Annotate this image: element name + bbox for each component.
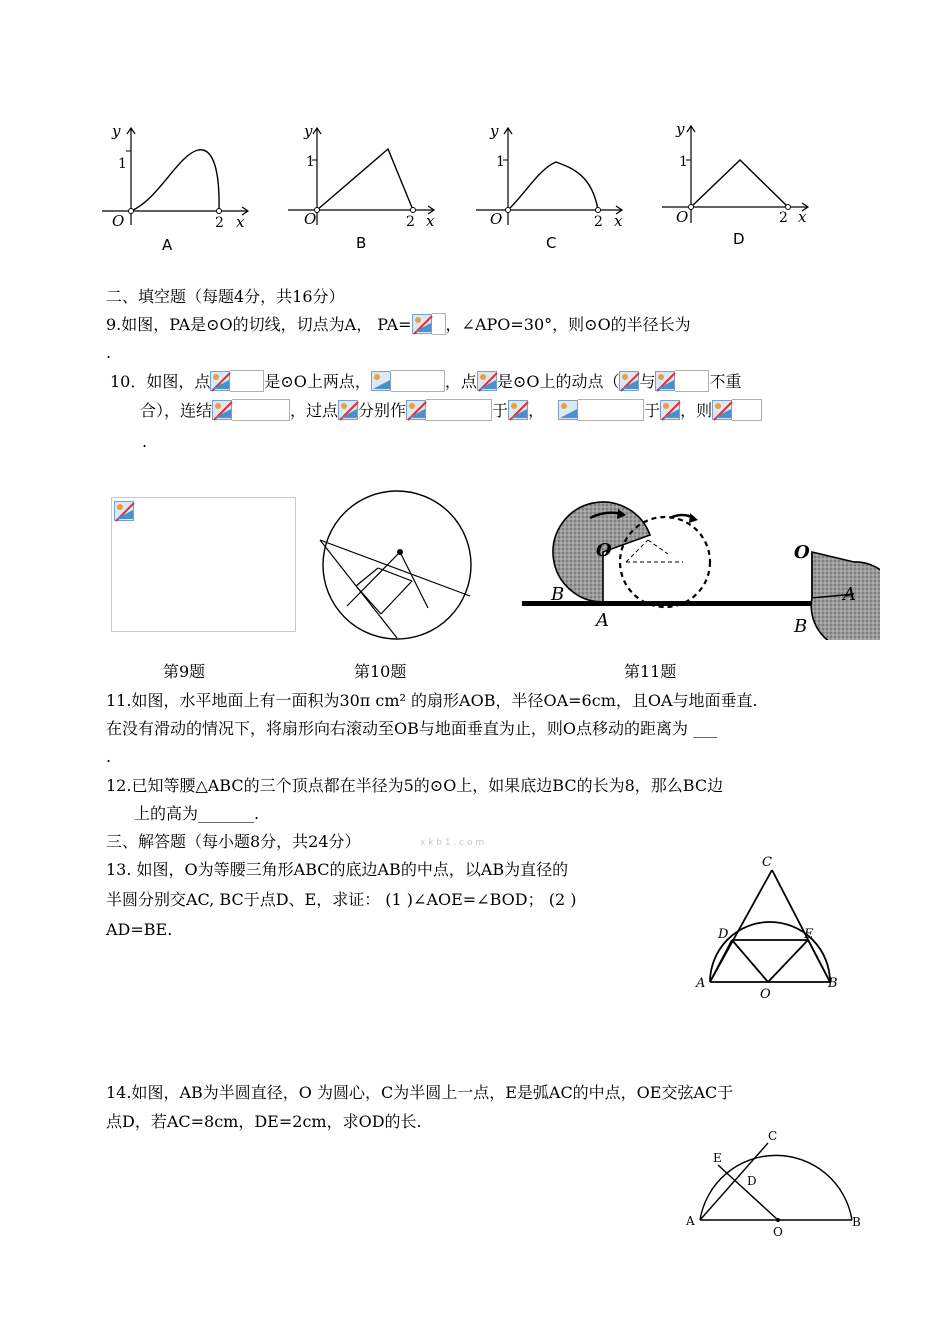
section-3-heading: 三、解答题（每小题8分，共24分） xyxy=(106,832,361,851)
graph-d-x-label: x xyxy=(798,208,807,226)
broken-image-icon xyxy=(210,371,230,391)
q10-text: 分别作 xyxy=(358,401,407,420)
q9-text-b: ，∠APO=30°，则⊙O的半径长为 xyxy=(445,315,691,334)
question-9 xyxy=(106,313,691,337)
q10-text: 10．如图，点 xyxy=(110,372,211,391)
graph-b-origin: O xyxy=(304,210,317,228)
fig13-label-e: E xyxy=(804,927,814,942)
broken-image-icon xyxy=(412,314,432,334)
graph-c xyxy=(472,120,632,230)
figure-10 xyxy=(312,486,482,644)
q10-text: ，则 xyxy=(680,401,713,420)
graph-a-tick-y: 1 xyxy=(118,156,127,172)
image-placeholder xyxy=(391,370,445,392)
broken-image-icon xyxy=(212,400,232,420)
graph-c-x-label: x xyxy=(614,212,623,230)
graph-d-origin: O xyxy=(676,208,689,226)
fig14-label-a: A xyxy=(686,1214,695,1228)
image-placeholder xyxy=(232,399,290,421)
q9-text-c: . xyxy=(106,343,112,362)
figure-13 xyxy=(690,850,850,1000)
question-10-line-2 xyxy=(140,399,762,423)
question-14-line-2: 点D，若AC=8cm，DE=2cm，求OD的长. xyxy=(106,1112,422,1131)
graph-a xyxy=(98,120,258,230)
watermark: x k b 1 . c o m xyxy=(420,838,485,848)
fig14-label-d: D xyxy=(747,1174,757,1188)
fig14-label-o: O xyxy=(773,1225,783,1239)
fig11-label-o1: O xyxy=(596,540,612,561)
question-13-line-3: AD=BE. xyxy=(106,920,173,939)
fig11-label-a2: A xyxy=(843,584,856,605)
q10-text: 合），连结 xyxy=(140,401,213,420)
fig14-label-e: E xyxy=(713,1151,722,1165)
q10-text: 于 xyxy=(492,401,509,420)
fig14-label-c: C xyxy=(768,1129,778,1143)
image-placeholder xyxy=(432,313,446,335)
fig11-label-b1: B xyxy=(551,584,565,605)
graph-c-y-label: y xyxy=(490,122,499,140)
broken-image-icon xyxy=(558,400,578,420)
graph-c-tick-x: 2 xyxy=(594,214,603,230)
graph-b-x-label: x xyxy=(426,212,435,230)
fig13-label-b: B xyxy=(828,976,838,991)
image-placeholder xyxy=(732,399,762,421)
graph-d-tick-x: 2 xyxy=(779,210,788,226)
question-14-line-1: 14.如图，AB为半圆直径，O 为圆心，C为半圆上一点，E是弧AC的中点，OE交弦AC于 xyxy=(106,1083,734,1102)
broken-image-icon xyxy=(655,371,675,391)
graph-d-label: D xyxy=(733,230,745,248)
question-10-line-1 xyxy=(110,370,741,394)
graph-c-label: C xyxy=(546,234,557,252)
q9-text-a: 9.如图，PA是⊙O的切线，切点为A， PA= xyxy=(106,315,412,334)
image-placeholder xyxy=(230,370,264,392)
broken-image-icon xyxy=(371,371,391,391)
broken-image-icon xyxy=(406,400,426,420)
caption-fig-10: 第10题 xyxy=(354,662,407,681)
question-13-line-2: 半圆分别交AC, BC于点D、E，求证： (1 )∠AOE=∠BOD； (2 ) xyxy=(106,890,577,909)
caption-fig-9: 第9题 xyxy=(163,662,206,681)
broken-image-icon xyxy=(508,400,528,420)
q10-text: 不重 xyxy=(709,372,742,391)
q10-text: ，点 xyxy=(444,372,477,391)
graph-c-origin: O xyxy=(490,210,503,228)
q10-text: 是⊙O上两点， xyxy=(264,372,371,391)
image-placeholder xyxy=(675,370,709,392)
graph-b-label: B xyxy=(356,234,367,252)
image-placeholder xyxy=(578,399,644,421)
graph-c-tick-y: 1 xyxy=(496,154,505,170)
fig11-label-b2: B xyxy=(794,616,808,637)
graph-a-label: A xyxy=(162,236,173,254)
question-11-line-1: 11.如图，水平地面上有一面积为30π cm² 的扇形AOB，半径OA=6cm，且OA与地面垂直. xyxy=(106,691,758,710)
question-12-line-2: 上的高为_______. xyxy=(134,804,260,823)
question-13-line-1: 13. 如图，O为等腰三角形ABC的底边AB的中点，以AB为直径的 xyxy=(106,860,569,879)
fig14-label-b: B xyxy=(852,1215,861,1229)
graph-d-y-label: y xyxy=(676,120,685,138)
fig11-label-o2: O xyxy=(794,542,810,563)
question-11-line-3: . xyxy=(106,747,112,766)
figure-14 xyxy=(680,1120,870,1250)
broken-image-icon xyxy=(114,501,134,521)
broken-image-icon xyxy=(477,371,497,391)
graph-a-origin: O xyxy=(112,212,125,230)
fig13-label-d: D xyxy=(718,927,729,942)
caption-fig-11: 第11题 xyxy=(624,662,677,681)
section-2-heading: 二、填空题（每题4分，共16分） xyxy=(106,287,345,306)
graph-d-tick-y: 1 xyxy=(679,154,688,170)
broken-image-icon xyxy=(712,400,732,420)
broken-image-icon xyxy=(660,400,680,420)
q10-line-3: . xyxy=(142,432,148,451)
graph-a-y-label: y xyxy=(112,122,121,140)
graph-b xyxy=(284,120,444,230)
graph-b-tick-y: 1 xyxy=(306,154,315,170)
graph-a-x-label: x xyxy=(236,213,245,230)
graph-b-y-label: y xyxy=(304,122,313,140)
question-11-line-2: 在没有滑动的情况下，将扇形向右滚动至OB与地面垂直为止，则O点移动的距离为 ___ xyxy=(106,719,718,738)
fig13-label-o: O xyxy=(760,987,771,1000)
image-placeholder xyxy=(426,399,492,421)
graph-d xyxy=(658,118,818,228)
graph-a-tick-x: 2 xyxy=(215,215,224,230)
broken-image-icon xyxy=(338,400,358,420)
graph-b-tick-x: 2 xyxy=(406,214,415,230)
fig13-label-a: A xyxy=(696,976,706,991)
broken-image-icon xyxy=(619,371,639,391)
q10-text: ，过点 xyxy=(290,401,339,420)
q10-text: ， xyxy=(528,401,545,420)
figure-9-image-placeholder xyxy=(111,497,296,632)
fig13-label-c: C xyxy=(762,855,772,870)
figure-11 xyxy=(518,500,880,640)
q10-text: 是⊙O上的动点（ xyxy=(496,372,620,391)
q10-text: 于 xyxy=(644,401,661,420)
question-12-line-1: 12.已知等腰△ABC的三个顶点都在半径为5的⊙O上，如果底边BC的长为8，那么BC边 xyxy=(106,776,724,795)
fig11-label-a1: A xyxy=(596,610,609,631)
q10-text: 与 xyxy=(639,372,656,391)
